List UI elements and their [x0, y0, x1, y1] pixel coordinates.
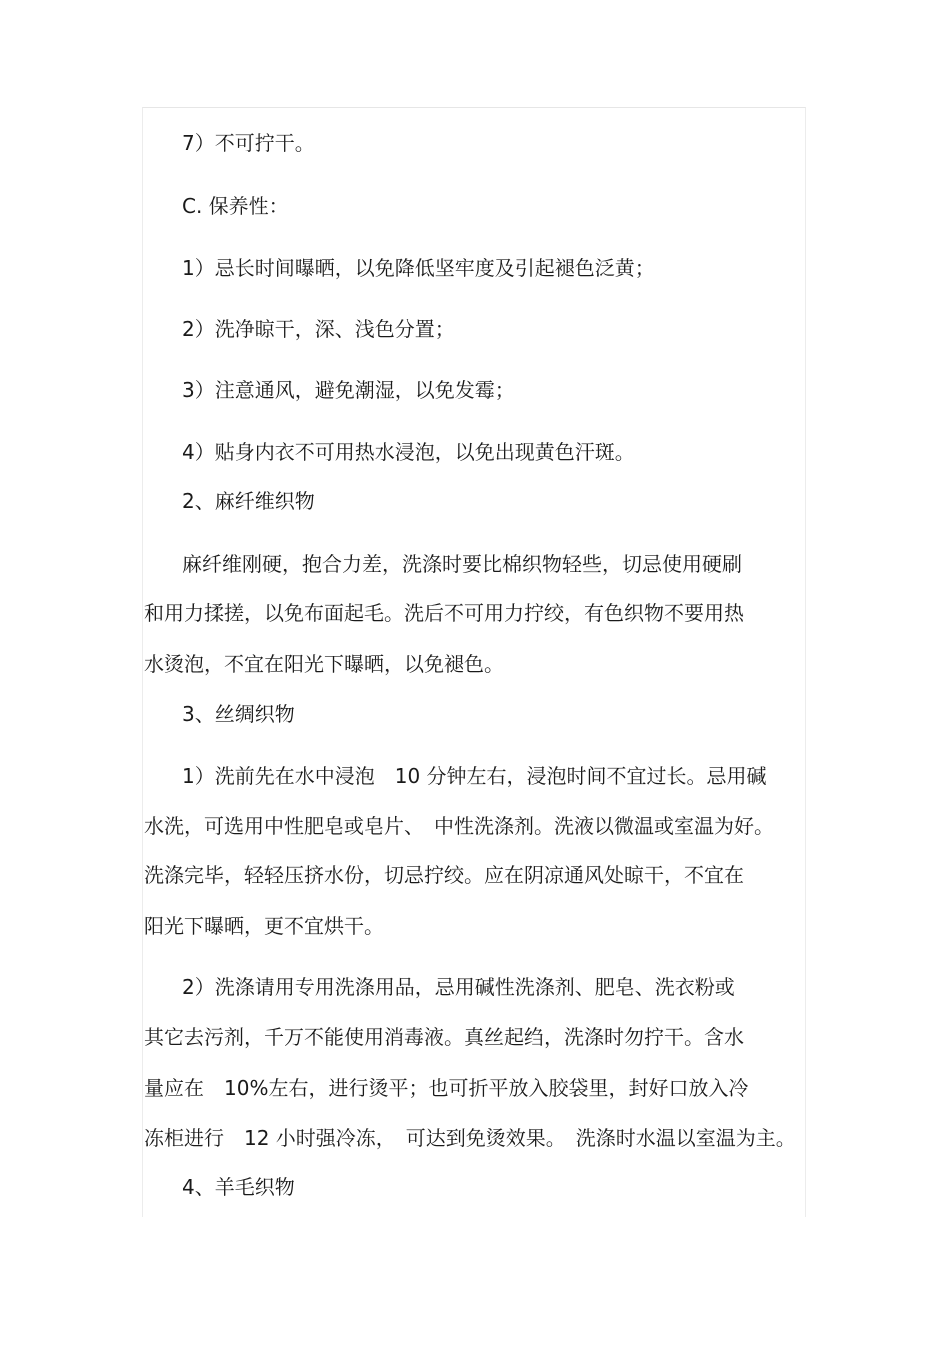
paragraph-line: 麻纤维刚硬，抱合力差，洗涤时要比棉织物轻些，切忌使用硬刷: [182, 552, 742, 576]
paragraph-line: 量应在 10%左右，进行烫平；也可折平放入胶袋里，封好口放入冷: [144, 1076, 749, 1100]
paragraph-line: 冻柜进行 12 小时强冷冻， 可达到免烫效果。 洗涤时水温以室温为主。: [144, 1126, 796, 1150]
section-heading-linen: 2、麻纤维织物: [182, 489, 315, 513]
paragraph-line: 其它去污剂，千万不能使用消毒液。真丝起绉，洗涤时勿拧干。含水: [144, 1025, 744, 1049]
paragraph-line: 1）洗前先在水中浸泡 10 分钟左右，浸泡时间不宜过长。忌用碱: [182, 764, 767, 788]
paragraph-line: 水洗，可选用中性肥皂或皂片、 中性洗涤剂。洗液以微温或室温为好。: [144, 814, 774, 838]
list-item-sun-exposure: 1）忌长时间曝晒，以免降低坚牢度及引起褪色泛黄；: [182, 256, 655, 280]
paragraph-line: 2）洗涤请用专用洗涤用品，忌用碱性洗涤剂、肥皂、洗衣粉或: [182, 975, 735, 999]
section-heading-maintenance: C. 保养性：: [182, 194, 289, 218]
list-item-no-wring: 7）不可拧干。: [182, 131, 315, 155]
section-heading-wool: 4、羊毛织物: [182, 1175, 295, 1199]
list-item-ventilation: 3）注意通风，避免潮湿，以免发霉；: [182, 378, 515, 402]
paragraph-line: 和用力揉搓，以免布面起毛。洗后不可用力拧绞，有色织物不要用热: [144, 601, 744, 625]
section-heading-silk: 3、丝绸织物: [182, 702, 295, 726]
list-item-underwear: 4）贴身内衣不可用热水浸泡，以免出现黄色汗斑。: [182, 440, 635, 464]
paragraph-line: 洗涤完毕，轻轻压挤水份，切忌拧绞。应在阴凉通风处晾干，不宜在: [144, 863, 744, 887]
paragraph-line: 阳光下曝晒，更不宜烘干。: [144, 914, 384, 938]
paragraph-line: 水烫泡，不宜在阳光下曝晒，以免褪色。: [144, 652, 504, 676]
list-item-dry-separate: 2）洗净晾干，深、浅色分置；: [182, 317, 455, 341]
